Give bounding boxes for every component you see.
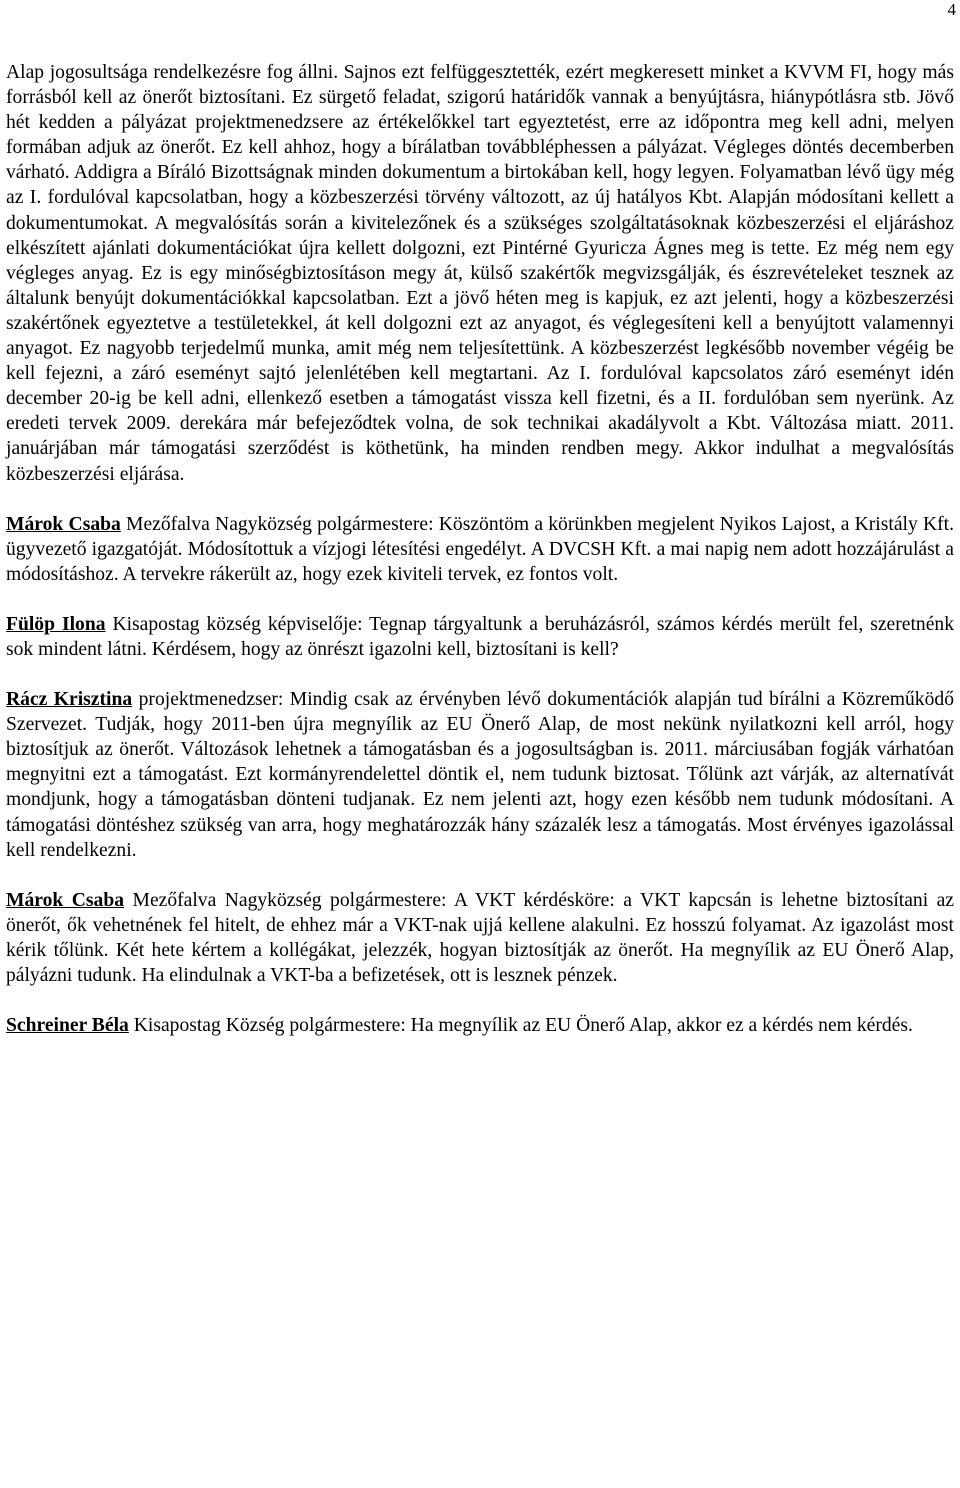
paragraph-2 [6, 512, 954, 587]
paragraph-text: Alap jogosultsága rendelkezésre fog állni. Sajnos ezt felfüggesztették, ezért megkeresett minket a KVVM FI, hogy más forrásból kell az önerőt biztosítani. Ez sürgető feladat, szigorú határidők vannak a benyújtásra, hiánypótlásra stb. Jövő hét kedden a pályázat projektmenedzsere az értékelőkkel tart egyeztetést, erre az időpontra meg kell adni, melyen formában adjuk az önerőt. Ez kell ahhoz, hogy a bírálatban továbbléphessen a pályázat. Végleges döntés decemberben várható. Addigra a Bíráló Bizottságnak minden dokumentum a birtokában kell, hogy legyen. Folyamatban lévő ügy még az I. fordulóval kapcsolatban, hogy a közbeszerzési törvény változott, az új hatályos Kbt. Alapján módosítani kellett a dokumentumokat. A megvalósítás során a kivitelezőnek és a szükséges szolgáltatásoknak közbeszerzési el eljáráshoz elkészített ajánlati dokumentációkat újra kellett dolgozni, ezt Pintérné Gyuricza Ágnes meg is tette. Ez még nem egy végleges anyag. Ez is egy minőségbiztosításon megy át, külső szakértők megvizsgálják, és észrevételeket tesznek az általunk benyújt dokumentációkkal kapcsolatban. Ezt a jövő héten meg is kapjuk, ez azt jelenti, hogy a közbeszerzési szakértőnek egyeztetve a testületekkel, át kell dolgozni ezt az anyagot, és véglegesíteni kell a benyújtott valamennyi anyagot. Ez nagyobb terjedelmű munka, amit még nem teljesítettünk. A közbeszerzést legkésőbb november végéig be kell fejezni, a záró eseményt sajtó jelenlétében kell megtartani. Az I. fordulóval kapcsolatos záró eseményt idén december 20-ig be kell adni, ellenkező esetben a támogatást vissza kell fizetni, és a II. fordulóban sem nyerünk. Az eredeti tervek 2009. derekára már befejeződtek volna, de sok technikai akadályvolt a Kbt. Változása miatt. 2011. januárjában már támogatási szerződést is köthetünk, ha minden rendben megy. Akkor indulhat a megvalósítás közbeszerzési eljárása. [6, 62, 954, 485]
paragraph-text: Mezőfalva Nagyközség polgármestere: A VKT kérdésköre: a VKT kapcsán is lehetne biztosítani az önerőt, ők vehetnének fel hitelt, de ehhez már a VKT-nak ujjá kellene alakulni. Ez hosszú folyamat. Az igazolást most kérik tőlünk. Két hete kértem a kollégákat, jelezzék, hogyan biztosítják az önerőt. Ha megnyílik az EU Önerő Alap, pályázni tudunk. Ha elindulnak a VKT-ba a befizetések, ott is lesznek pénzek. [6, 889, 954, 986]
paragraph-text: Kisapostag Község polgármestere: Ha megnyílik az EU Önerő Alap, akkor ez a kérdés nem kérdés. [128, 1015, 913, 1037]
paragraph-5 [6, 888, 954, 988]
speaker-name: Schreiner Béla [6, 1015, 129, 1037]
document-body [6, 60, 954, 1038]
paragraph-3 [6, 612, 954, 662]
paragraph-4 [6, 687, 954, 863]
speaker-name: Rácz Krisztina [6, 689, 133, 711]
paragraph-text: Kisapostag község képviselője: Tegnap tárgyaltunk a beruházásról, számos kérdés merült fel, szeretnénk sok mindent látni. Kérdésem, hogy az önrészt igazolni kell, biztosítani is kell? [6, 613, 954, 660]
speaker-name: Márok Csaba [6, 513, 121, 535]
speaker-name: Fülöp Ilona [6, 613, 106, 635]
paragraph-1 [6, 60, 954, 487]
speaker-name: Márok Csaba [6, 889, 125, 911]
paragraph-text: Mezőfalva Nagyközség polgármestere: Köszöntöm a körünkben megjelent Nyikos Lajost, a Kristály Kft. ügyvezető igazgatóját. Módosítottuk a vízjogi létesítési engedélyt. A DVCSH Kft. a mai napig nem adott hozzájárulást a módosításhoz. A tervekre rákerült az, hogy ezek kiviteli tervek, ez fontos volt. [6, 513, 954, 585]
paragraph-text: projektmenedzser: Mindig csak az érvényben lévő dokumentációk alapján tud bírálni a Közreműködő Szervezet. Tudják, hogy 2011-ben újra megnyílik az EU Önerő Alap, de most nekünk nyilatkozni kell arról, hogy biztosítjuk az önerőt. Változások lehetnek a támogatásban és a jogosultságban is. 2011. márciusában fogják várhatóan megnyitni ezt a támogatást. Ezt kormányrendelettel döntik el, nem tudunk biztosat. Tőlünk azt várják, az alternatívát mondjunk, hogy a támogatásban dönteni tudjanak. Ez nem jelenti azt, hogy ezen később nem tudunk módosítani. A támogatási döntéshez szükség van arra, hogy meghatározzák hány százalék lesz a támogatás. Most érvényes igazolással kell rendelkezni. [6, 689, 954, 861]
page-number: 4 [947, 0, 956, 19]
paragraph-6 [6, 1013, 954, 1038]
